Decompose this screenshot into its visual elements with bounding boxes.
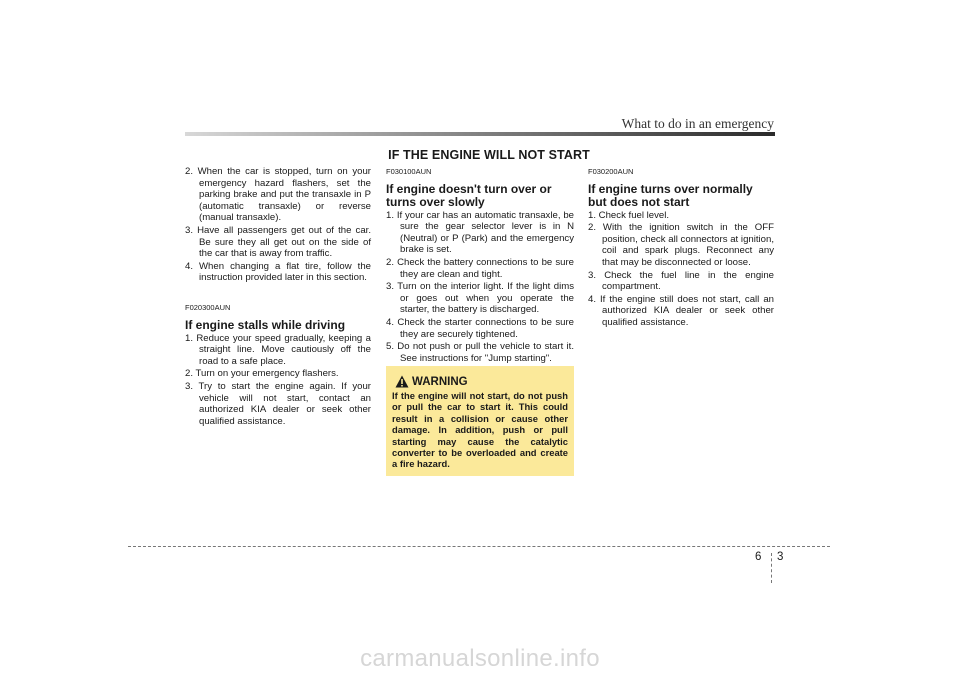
chapter-number: 6 <box>755 551 762 563</box>
list-item: 4. When changing a flat tire, follow the instruction provided later in this section. <box>185 260 371 284</box>
warning-text: If the engine will not start, do not push or pull the car to start it. This could result in a collision or cause other damage. In addition, push or pull starting may cause the catalytic converter to be overloaded and create a fire hazard. <box>392 390 568 470</box>
list-item: 3. Check the fuel line in the engine compartment. <box>588 269 774 293</box>
list-item: 2. With the ignition switch in the OFF position, check all connectors at ignition, coil and spark plugs. Reconnect any that may be disconnected or loose. <box>588 222 774 268</box>
column-2 <box>386 166 574 365</box>
footer-divider <box>771 553 772 583</box>
watermark: carmanualsonline.info <box>360 645 600 672</box>
section-heading: If engine stalls while driving <box>185 317 346 332</box>
list-item: 3. Have all passengers get out of the car. Be sure they all get out on the side of the car that is away from traffic. <box>185 224 371 260</box>
list-item: 2. Check the battery connections to be sure they are clean and tight. <box>386 256 574 280</box>
section-code: F030200AUN <box>588 167 634 176</box>
list-item: 2. When the car is stopped, turn on your emergency hazard flashers, set the parking brake and put the transaxle in P (automatic transaxle) or reverse (manual transaxle). <box>185 166 371 224</box>
no-start-steps-list <box>588 210 774 329</box>
warning-box <box>386 366 574 476</box>
list-item: 4. If the engine still does not start, call an authorized KIA dealer or seek other qualified assistance. <box>588 293 774 328</box>
column-1 <box>185 166 371 428</box>
stall-steps-list <box>185 333 371 428</box>
list-item: 3. Turn on the interior light. If the light dims or goes out when you operate the starter, the battery is discharged. <box>386 281 574 316</box>
header-rule <box>185 132 775 136</box>
list-item: 2. Turn on your emergency flashers. <box>185 368 339 380</box>
page-number: 3 <box>777 551 784 563</box>
list-item: 5. Do not push or pull the vehicle to start it. See instructions for "Jump starting". <box>386 341 574 364</box>
section-banner: IF THE ENGINE WILL NOT START <box>383 146 595 164</box>
footer-rule <box>128 546 830 547</box>
no-turnover-steps-list <box>386 210 574 365</box>
warning-triangle-icon <box>395 375 409 388</box>
list-item: 4. Check the starter connections to be sure they are securely tightened. <box>386 316 574 340</box>
chapter-title: What to do in an emergency <box>621 116 774 131</box>
hazard-steps-list <box>185 166 371 284</box>
section-heading: If engine doesn't turn over or turns over slowly <box>386 181 552 209</box>
list-item: 1. Check fuel level. <box>588 209 670 221</box>
column-3 <box>588 166 774 330</box>
list-item: 1. Reduce your speed gradually, keeping a straight line. Move cautiously off the road to a safe place. <box>185 332 371 367</box>
list-item: 3. Try to start the engine again. If your vehicle will not start, contact an authorized KIA dealer or seek other qualified assistance. <box>185 380 371 427</box>
list-item: 1. If your car has an automatic transaxle, be sure the gear selector lever is in N (Neutral) or P (Park) and the emergency brake is set. <box>386 209 574 256</box>
section-code: F030100AUN <box>386 167 432 176</box>
warning-title: WARNING <box>412 375 468 388</box>
warning-header <box>392 375 568 388</box>
section-heading: If engine turns over normally but does not start <box>588 181 753 209</box>
section-code: F020300AUN <box>185 302 231 312</box>
